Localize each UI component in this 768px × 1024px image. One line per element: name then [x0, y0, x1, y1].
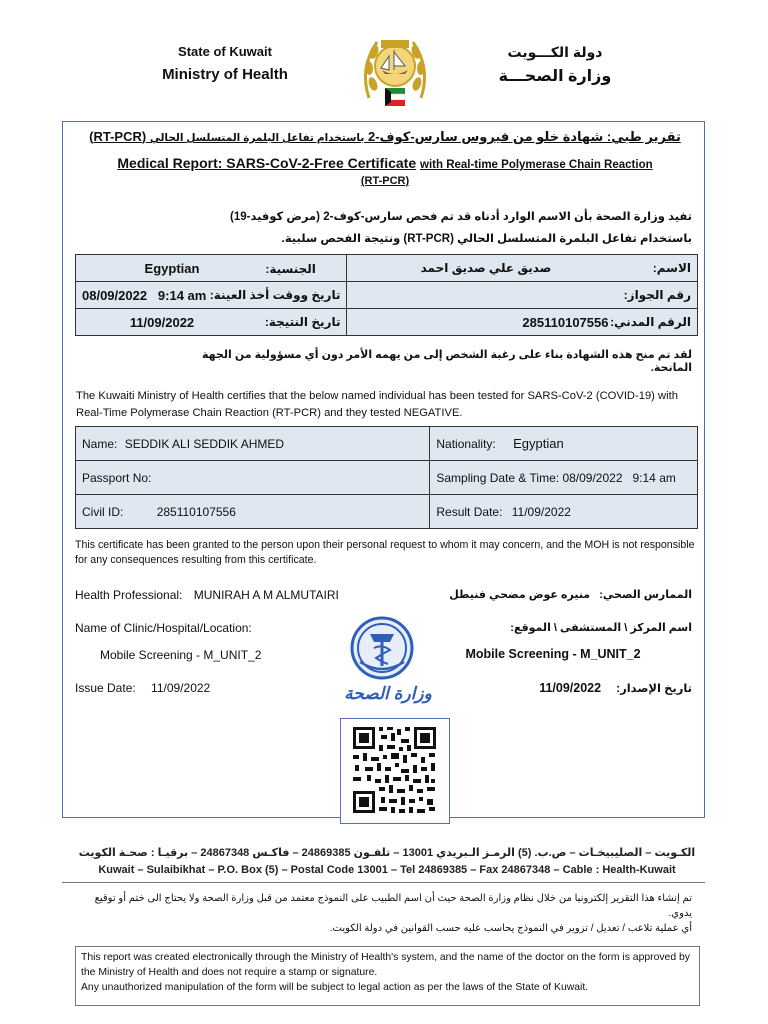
hp-en-value: MUNIRAH A M ALMUTAIRI	[193, 588, 339, 602]
ar-civil-label: الرقم المدني:	[610, 314, 691, 329]
footer-address-en: Kuwait – Sulaibikhat – P.O. Box (5) – Postal Code 13001 – Tel 24869385 – Fax 24867348 – Cable : Health-Kuwait	[98, 864, 676, 876]
header-ministry-en: Ministry of Health	[162, 66, 288, 83]
en-result-value: 11/09/2022	[511, 504, 571, 519]
ar-result-label: تاريخ النتيجة:	[264, 314, 341, 329]
health-professional-en	[75, 588, 339, 602]
header-country-en: State of Kuwait	[178, 44, 272, 59]
clinic-label-ar: اسم المركز \ المستشفى \ الموقع:	[510, 622, 692, 634]
disclaimer-ar-1: تم إنشاء هذا التقرير إلكترونيا من خلال نظام وزارة الصحة حيث أن اسم الطبيب على النموذج معتمد من قبل وزارة الصحة ولا يحتاج الى ختم أو توقيع يدوي.	[94, 893, 692, 919]
note-arabic: لقد تم منح هذه الشهادة بناء على رغبة الشخص إلى من يهمه الأمر دون أي مسؤولية من الجهة المانحة.	[202, 349, 692, 374]
en-nationality-value: Egyptian	[513, 436, 564, 451]
ar-result-cell	[76, 309, 347, 336]
en-passport-label: Passport No:	[82, 470, 152, 485]
ar-sampling-label: تاريخ ووقت أخذ العينة:	[209, 287, 341, 302]
ar-sampling-cell	[76, 282, 347, 309]
en-name-value: SEDDIK ALI SEDDIK AHMED	[124, 436, 285, 451]
en-result-cell	[430, 495, 698, 529]
qr-code-icon	[341, 719, 448, 822]
clinic-label-en: Name of Clinic/Hospital/Location:	[75, 621, 252, 635]
en-name-cell	[76, 427, 430, 461]
title-en-code: (RT-PCR)	[360, 175, 410, 187]
health-professional-ar	[440, 588, 692, 601]
kuwait-emblem-icon	[355, 28, 435, 118]
disclaimer-arabic	[80, 891, 692, 936]
title-arabic	[70, 129, 700, 145]
disclaimer-english	[81, 950, 696, 995]
ar-nationality-value: Egyptian	[144, 260, 200, 276]
en-result-label: Result Date:	[436, 504, 503, 519]
issue-date-ar	[440, 681, 692, 695]
en-sampling-label: Sampling Date & Time:	[436, 470, 560, 485]
en-sampling-value: 08/09/2022 9:14 am	[562, 470, 676, 485]
issue-en-label: Issue Date:	[75, 681, 136, 695]
title-ar-main: تقرير طبي: شهادة خلو من فيروس سارس-كوف-2	[367, 129, 681, 144]
title-en-sub: with Real-time Polymerase Chain Reaction	[420, 159, 653, 171]
details-table-english	[75, 426, 698, 529]
ar-civil-value: 285110107556	[522, 314, 609, 330]
ar-name-cell	[347, 255, 698, 282]
en-name-label: Name:	[82, 436, 118, 451]
title-ar-sub: باستخدام تفاعل البلمرة المتسلسل الحالي	[149, 132, 365, 144]
ar-name-label: الاسم:	[652, 261, 691, 275]
hp-en-label: Health Professional:	[75, 588, 183, 602]
title-ar-code: (RT-PCR)	[89, 129, 147, 144]
ar-sampling-value: 08/09/2022 9:14 am	[82, 287, 207, 303]
title-en-main: Medical Report: SARS-CoV-2-Free Certificate	[117, 155, 417, 171]
en-civil-value: 285110107556	[156, 504, 236, 519]
grant-english: This certificate has been granted to the person upon their personal request to whom it may concern, and the MOH is not responsible for any consequences resulting from this certificate.	[75, 539, 695, 566]
details-table-arabic	[75, 254, 698, 336]
en-sampling-cell	[430, 461, 698, 495]
moh-logo-text: وزارة الصحة	[344, 684, 432, 703]
en-civil-cell	[76, 495, 430, 529]
footer-divider	[62, 882, 705, 883]
ar-passport-label: رقم الجواز:	[623, 288, 691, 302]
clinic-value-en: Mobile Screening - M_UNIT_2	[100, 648, 262, 662]
disclaimer-en-2: Any unauthorized manipulation of the form will be subject to legal action as per the laws of the State of Kuwait.	[81, 982, 589, 993]
hp-ar-label: الممارس الصحي:	[599, 589, 692, 601]
ar-civil-cell	[347, 309, 698, 336]
ar-name-value: صديق علي صديق احمد	[420, 261, 552, 275]
clinic-value-ar: Mobile Screening - M_UNIT_2	[465, 647, 641, 661]
intro-arabic: تفيد وزارة الصحة بأن الاسم الوارد أدناه قد تم فحص سارس-كوف-2 (مرض كوفيد-19) باستخدام تفاعل البلمرة المتسلسل الحالي (RT-PCR) ونتيجة الفحص سلبية.	[230, 211, 692, 245]
en-nationality-label: Nationality:	[436, 437, 496, 451]
intro-english: The Kuwaiti Ministry of Health certifies that the below named individual has been tested for SARS-CoV-2 (COVID-19) with Real-Time Polymerase Chain Reaction (RT-PCR) and they tested NEGATIVE.	[76, 390, 678, 419]
en-civil-label: Civil ID:	[82, 504, 124, 519]
ar-result-value: 11/09/2022	[129, 314, 195, 330]
disclaimer-en-1: This report was created electronically through the Ministry of Health's system, and the name of the doctor on the form is approved by the Ministry of Health and does not require a stamp or signature.	[81, 952, 690, 978]
header-ministry-ar: وزارة الصحـــة	[498, 68, 612, 85]
issue-en-value: 11/09/2022	[151, 681, 211, 695]
issue-ar-value: 11/09/2022	[539, 681, 602, 695]
title-english	[70, 155, 700, 171]
hp-ar-value: منيره عوض مضحي فنيطل	[449, 589, 591, 601]
en-nationality-cell	[430, 427, 698, 461]
issue-date-en	[75, 681, 210, 695]
header-country-ar: دولة الكـــويت	[507, 44, 603, 60]
issue-ar-label: تاريخ الإصدار:	[616, 683, 692, 695]
ar-passport-cell	[347, 282, 698, 309]
en-passport-cell	[76, 461, 430, 495]
disclaimer-ar-2: أي عملية تلاعب / تعديل / تزوير في النموذج يحاسب عليه حسب القوانين في دولة الكويت.	[329, 923, 692, 934]
ar-nationality-label: الجنسية:	[265, 261, 316, 276]
ar-nationality-cell	[76, 255, 347, 282]
qr-code-frame	[340, 718, 450, 824]
footer-address-ar: الكـويت – الصليبيخـات – ص.ب. (5) الرمـز الـبريدي 13001 – تلفـون 24869385 – فاكـس 24867348 – برقيـا : صحـة الكويت	[78, 847, 696, 859]
